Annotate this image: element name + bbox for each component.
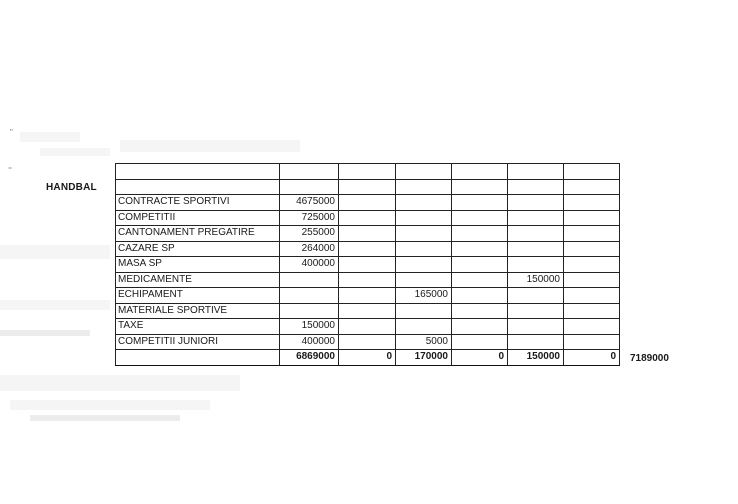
table-row [116,272,620,288]
value-cell [564,210,620,226]
value-cell [564,241,620,257]
value-cell [339,288,396,304]
value-cell [564,334,620,350]
row-label [116,164,280,180]
table-row [116,226,620,242]
value-cell [508,179,564,195]
value-cell: 725000 [280,210,339,226]
table-row [116,334,620,350]
value-cell [508,210,564,226]
value-cell [396,303,452,319]
value-cell [452,272,508,288]
table-row [116,164,620,180]
table-row [116,195,620,211]
table-row [116,288,620,304]
value-cell [564,179,620,195]
value-cell [396,210,452,226]
row-label: ECHIPAMENT [116,288,280,304]
row-label: COMPETITII JUNIORI [116,334,280,350]
value-cell [396,319,452,335]
value-cell [396,195,452,211]
value-cell [508,195,564,211]
value-cell [280,303,339,319]
value-cell [564,164,620,180]
row-label: TAXE [116,319,280,335]
value-cell [396,241,452,257]
value-cell [508,241,564,257]
value-cell [339,272,396,288]
value-cell [508,257,564,273]
value-cell [396,226,452,242]
table-row [116,179,620,195]
scan-speck: " [10,128,13,137]
value-cell: 400000 [280,334,339,350]
value-cell [564,319,620,335]
value-cell [339,303,396,319]
value-cell [508,303,564,319]
value-cell [508,164,564,180]
value-cell [564,303,620,319]
grand-total: 7189000 [630,353,669,364]
value-cell [508,319,564,335]
value-cell [452,257,508,273]
value-cell [452,288,508,304]
value-cell [452,241,508,257]
total-cell: 0 [564,350,620,366]
value-cell [339,241,396,257]
value-cell [452,164,508,180]
value-cell: 255000 [280,226,339,242]
value-cell: 4675000 [280,195,339,211]
scan-speck: ⁼ [8,165,13,174]
section-label-handbal: HANDBAL [46,182,97,193]
row-label: COMPETITII [116,210,280,226]
value-cell [452,334,508,350]
row-label: MATERIALE SPORTIVE [116,303,280,319]
value-cell [396,272,452,288]
table-row [116,303,620,319]
value-cell [339,164,396,180]
value-cell [280,179,339,195]
table-row [116,257,620,273]
table-row [116,319,620,335]
row-label: CAZARE SP [116,241,280,257]
total-cell: 0 [452,350,508,366]
value-cell [396,179,452,195]
total-cell: 170000 [396,350,452,366]
totals-row [116,350,620,366]
value-cell [452,303,508,319]
value-cell: 5000 [396,334,452,350]
value-cell [339,257,396,273]
value-cell [452,210,508,226]
value-cell [280,272,339,288]
table-row [116,241,620,257]
value-cell: 400000 [280,257,339,273]
value-cell [339,319,396,335]
value-cell [280,164,339,180]
row-label: MASA SP [116,257,280,273]
row-label: CONTRACTE SPORTIVI [116,195,280,211]
value-cell: 150000 [280,319,339,335]
row-label: MEDICAMENTE [116,272,280,288]
value-cell [452,319,508,335]
value-cell [508,226,564,242]
total-cell: 6869000 [280,350,339,366]
value-cell [339,334,396,350]
total-cell: 0 [339,350,396,366]
budget-table [115,163,620,366]
value-cell [339,179,396,195]
value-cell: 264000 [280,241,339,257]
value-cell: 150000 [508,272,564,288]
value-cell [564,226,620,242]
total-cell: 150000 [508,350,564,366]
value-cell [564,195,620,211]
totals-label-cell [116,350,280,366]
value-cell [564,288,620,304]
value-cell [508,288,564,304]
value-cell [564,272,620,288]
value-cell [339,226,396,242]
value-cell [452,195,508,211]
value-cell [280,288,339,304]
value-cell [396,257,452,273]
row-label [116,179,280,195]
value-cell [508,334,564,350]
value-cell [339,195,396,211]
table-row [116,210,620,226]
row-label: CANTONAMENT PREGATIRE [116,226,280,242]
value-cell [452,226,508,242]
value-cell [564,257,620,273]
value-cell [452,179,508,195]
value-cell [396,164,452,180]
value-cell [339,210,396,226]
value-cell: 165000 [396,288,452,304]
